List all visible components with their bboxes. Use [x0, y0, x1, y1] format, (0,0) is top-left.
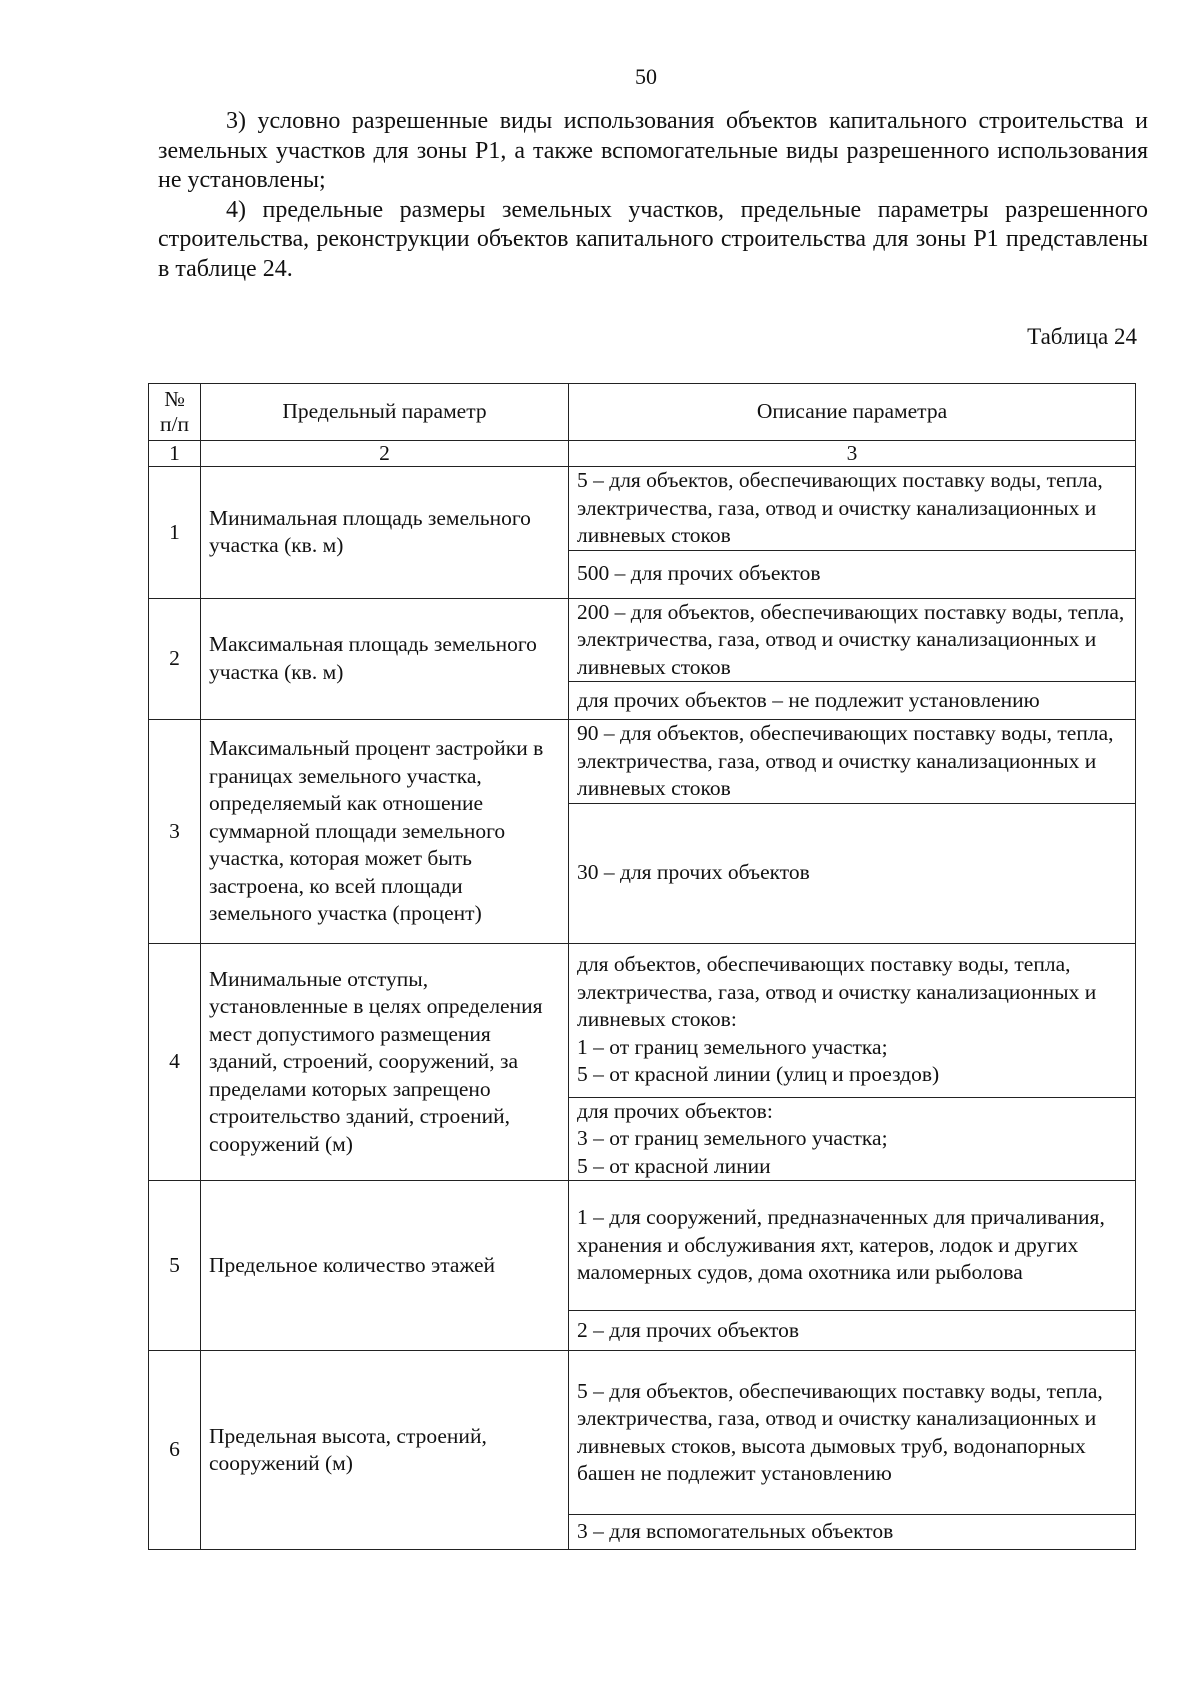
row-description: 30 – для прочих объектов	[569, 803, 1136, 943]
row-parameter: Минимальные отступы, установленные в целях определения мест допустимого размещения зданий, строений, сооружений, за пределами которых запрещено строительство зданий, строений, сооружений (м)	[201, 943, 569, 1181]
paragraph-4: 4) предельные размеры земельных участков, предельные параметры разрешенного строительства, реконструкции объектов капитального строительства для зоны Р1 представлены в таблице 24.	[158, 196, 1148, 282]
row-description: 2 – для прочих объектов	[569, 1311, 1136, 1351]
row-number: 1	[149, 467, 201, 599]
row-number: 3	[149, 720, 201, 944]
row-number: 2	[149, 598, 201, 720]
row-description: 3 – для вспомогательных объектов	[569, 1515, 1136, 1550]
header-num-label: п/п	[160, 412, 189, 436]
row-number: 4	[149, 943, 201, 1181]
row-parameter: Максимальный процент застройки в границах земельного участка, определяемый как отношение суммарной площади земельного участка, которая может быть застроена, ко всей площади земельного участка (процент)	[201, 720, 569, 944]
table-index-row	[149, 441, 1136, 467]
header-num	[149, 384, 201, 441]
table-row	[149, 1351, 1136, 1515]
row-description	[569, 943, 1136, 1097]
table-header-row	[149, 384, 1136, 441]
header-num-symbol: №	[164, 387, 185, 411]
description-line: для объектов, обеспечивающих поставку воды, тепла, электричества, газа, отвод и очистку канализационных и ливневых стоков:	[577, 952, 1097, 1032]
row-description: 200 – для объектов, обеспечивающих поставку воды, тепла, электричества, газа, отвод и очистку канализационных и ливневых стоков	[569, 598, 1136, 682]
table-row	[149, 1181, 1136, 1311]
row-description: 1 – для сооружений, предназначенных для причаливания, хранения и обслуживания яхт, катеров, лодок и других маломерных судов, дома охотника или рыболова	[569, 1181, 1136, 1311]
description-line: 5 – от красной линии	[577, 1153, 771, 1178]
index-cell: 2	[201, 441, 569, 467]
table-caption: Таблица 24	[1027, 324, 1137, 349]
description-line: 5 – от красной линии (улиц и проездов)	[577, 1062, 940, 1087]
description-line: 3 – от границ земельного участка;	[577, 1126, 888, 1150]
description-line: 1 – от границ земельного участка;	[577, 1034, 888, 1059]
row-parameter: Предельная высота, строений, сооружений (м)	[201, 1351, 569, 1550]
row-description: 5 – для объектов, обеспечивающих поставку воды, тепла, электричества, газа, отвод и очистку канализационных и ливневых стоков	[569, 467, 1136, 551]
table-row	[149, 598, 1136, 682]
row-description	[569, 1097, 1136, 1181]
row-description: для прочих объектов – не подлежит установлению	[569, 682, 1136, 720]
index-cell: 1	[149, 441, 201, 467]
header-param: Предельный параметр	[201, 384, 569, 441]
row-description: 90 – для объектов, обеспечивающих поставку воды, тепла, электричества, газа, отвод и очистку канализационных и ливневых стоков	[569, 720, 1136, 804]
description-line: для прочих объектов:	[577, 1098, 773, 1123]
page-number: 50	[635, 64, 657, 89]
paragraph-3: 3) условно разрешенные виды использования объектов капитального строительства и земельных участков для зоны Р1, а также вспомогательные виды разрешенного использования не установлены;	[158, 108, 1148, 193]
row-number: 6	[149, 1351, 201, 1550]
row-parameter: Предельное количество этажей	[201, 1181, 569, 1351]
header-desc: Описание параметра	[569, 384, 1136, 441]
index-cell: 3	[569, 441, 1136, 467]
body-text	[158, 107, 1148, 284]
parameters-table	[148, 383, 1136, 1550]
row-description: 500 – для прочих объектов	[569, 550, 1136, 598]
row-description: 5 – для объектов, обеспечивающих поставку воды, тепла, электричества, газа, отвод и очистку канализационных и ливневых стоков, высота дымовых труб, водонапорных башен не подлежит установлению	[569, 1351, 1136, 1515]
row-parameter: Минимальная площадь земельного участка (кв. м)	[201, 467, 569, 599]
table-row	[149, 467, 1136, 551]
table-row	[149, 943, 1136, 1097]
row-parameter: Максимальная площадь земельного участка (кв. м)	[201, 598, 569, 720]
row-number: 5	[149, 1181, 201, 1351]
table-row	[149, 720, 1136, 804]
